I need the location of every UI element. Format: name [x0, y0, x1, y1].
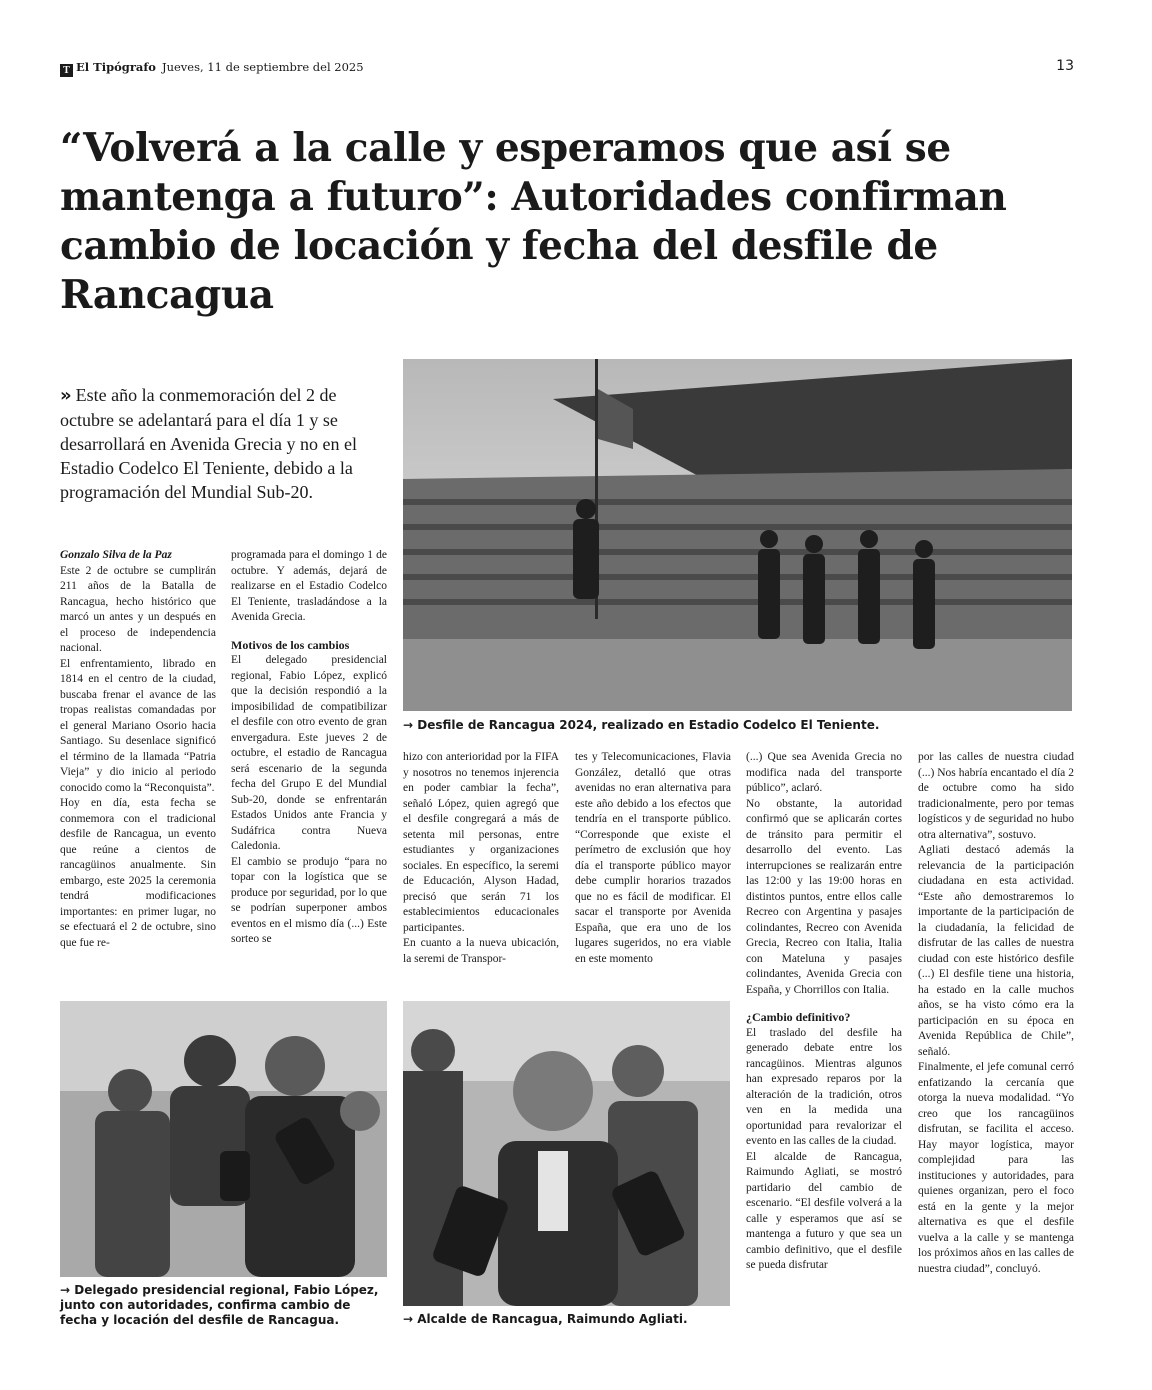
alcalde-press-photo — [403, 1001, 730, 1306]
lede-text: Este año la conmemoración del 2 de octubre se adelantará para el día 1 y se desarrollará en Avenida Grecia y no en el Estadio Codelco El Teniente, debido a la programación del Mundial Sub-20. — [60, 385, 358, 502]
paragraph: Finalmente, el jefe comunal cerró enfatizando la cercanía que otorga la nueva modalidad. “Yo creo que los rancagüinos disfrutan, se facilita el acceso. Hay mayor logística, mayor complejidad para las instituciones y autoridades, para quienes organizan, pero el foco está en la gente y la mejor alternativa es que el desfile vuelva a la calle y se mantenga los próximos años en las calles de nuestra ciudad”, concluyó. — [918, 1061, 1074, 1275]
subheading-cambio-definitivo: ¿Cambio definitivo? — [746, 1010, 851, 1024]
body-column-2 — [231, 548, 387, 948]
caption-alcalde: → Alcalde de Rancagua, Raimundo Agliati. — [403, 1312, 688, 1326]
subheading-motivos: Motivos de los cambios — [231, 637, 350, 652]
paragraph: No obstante, la autoridad confirmó que se aplicarán cortes de tránsito para permitir el desarrollo del evento. Las interrupciones se realizarán entre las 12:00 y las 19:00 horas en distintos puntos, entre ellos calle Recreo con Argentina y pasajes colindantes, Recreo con Avenida Grecia, Recreo con Italia, Italia con Mateluna y pasajes colindantes, Avenida Grecia con España, y Chorrillos con Italia. — [746, 797, 902, 996]
newspaper-logo-icon: T — [60, 64, 73, 77]
arrow-right-icon: → — [403, 718, 414, 732]
newspaper-name: El Tipógrafo — [76, 60, 156, 74]
paragraph: por las calles de nuestra ciudad (...) Nos habría encantado el día 2 de octubre como ha sido tradicionalmente, pero por temas logísticos y de seguridad no hubo otra alternativa”, sostuvo. — [918, 751, 1074, 841]
body-column-5 — [746, 750, 902, 1274]
delegado-press-photo — [60, 1001, 387, 1277]
arrow-right-icon: → — [403, 1312, 414, 1326]
body-column-4 — [575, 750, 731, 967]
arrow-right-icon: → — [60, 1283, 71, 1297]
paragraph: Este 2 de octubre se cumplirán 211 años de la Batalla de Rancagua, hecho histórico que marcó un antes y un después en el proceso de independencia nacional. — [60, 564, 216, 654]
stadium-parade-photo — [403, 359, 1072, 711]
caption-delegado: → Delegado presidencial regional, Fabio López, junto con autoridades, confirma cambio de fecha y locación del desfile de Rancagua. — [60, 1283, 379, 1327]
paragraph: Agliati destacó además la relevancia de la participación ciudadana en esta actividad. “Este año demostraremos lo importante de la participación de la ciudadanía, la felicidad de disfrutar de las calles de nuestra ciudad con este histórico desfile (...) El desfile tiene una historia, ha estado en la calle muchos años, se ha visto cómo era la participación en su época en Avenida República de Chile”, señaló. — [918, 844, 1074, 1058]
paragraph: El alcalde de Rancagua, Raimundo Agliati, se mostró partidario del cambio de escenario. “El desfile volverá a la calle y esperamos que así se mantenga a futuro y que sea un cambio definitivo, que el desfile se pueda disfrutar — [746, 1150, 902, 1271]
headline: “Volverá a la calle y esperamos que así se mantenga a futuro”: Autoridades confirman cambio de locación y fecha del desfile de Rancagua — [60, 125, 1007, 318]
body-column-1 — [60, 548, 216, 951]
chevron-marker-icon: » — [60, 385, 72, 406]
body-column-3 — [403, 750, 559, 967]
issue-date: Jueves, 11 de septiembre del 2025 — [161, 60, 364, 74]
masthead — [60, 60, 1080, 80]
paragraph: En cuanto a la nueva ubicación, la seremi de Transpor- — [403, 937, 559, 965]
paragraph: El delegado presidencial regional, Fabio López, explicó que la decisión respondió a la imposibilidad de compatibilizar el desfile con otro evento de gran envergadura. Este jueves 2 de octubre, el estadio de Rancagua será escenario de la segunda fecha del Grupo E del Mundial Sub-20, donde se enfrentarán Estados Unidos ante Francia y Sudáfrica contra Nueva Caledonia. — [231, 654, 387, 852]
body-column-6 — [918, 750, 1074, 1277]
paragraph: El enfrentamiento, librado en 1814 en el centro de la ciudad, buscaba frenar el avance de las tropas realistas comandadas por el general Mariano Osorio hacia Santiago. Su desenlace significó el término de la llamada “Patria Vieja” y dio inicio al periodo conocido como la “Reconquista”. — [60, 657, 216, 794]
paragraph: Hoy en día, esta fecha se conmemora con el tradicional desfile de Rancagua, un evento que reúne a cientos de rancagüinos anualmente. Sin embargo, este 2025 la ceremonia tendrá modificaciones importantes: en primer lugar, no se efectuará el 2 de octubre, sino que fue re- — [60, 797, 216, 949]
page-number: 13 — [1056, 58, 1074, 74]
paragraph: programada para el domingo 1 de octubre. Y además, dejará de realizarse en el Estadio Codelco El Teniente, trasladándose a la Avenida Grecia. — [231, 549, 387, 623]
caption-stadium: → Desfile de Rancagua 2024, realizado en Estadio Codelco El Teniente. — [403, 718, 880, 732]
paragraph: hizo con anterioridad por la FIFA y nosotros no tenemos injerencia en poder cambiar la fecha”, señaló López, quien agregó que el desfile congregará a más de setenta mil personas, entre estudiantes y organizaciones sociales. En específico, la seremi de Educación, Alyson Hadad, precisó que serán 71 los establecimientos educacionales participantes. — [403, 751, 559, 934]
byline: Gonzalo Silva de la Paz — [60, 549, 172, 561]
lede — [60, 383, 380, 504]
paragraph: El cambio se produjo “para no topar con la logística que se produce por seguridad, por lo que se podrían superponer ambos eventos en el mismo día (...) Este sorteo se — [231, 855, 387, 945]
paragraph: El traslado del desfile ha generado debate entre los rancagüinos. Mientras algunos han expresado reparos por la alteración de la tradición, otros ven en la medida una oportunidad para revalorizar el evento en las calles de la ciudad. — [746, 1026, 902, 1147]
paragraph: tes y Telecomunicaciones, Flavia González, detalló que otras avenidas no eran alternativa para este año debido a los efectos que tendría en el transporte público. “Corresponde que existe el perímetro de exclusión que hoy día el transporte público mayor debe cumplir horarios trazados que no es fácil de modificar. El sacar el transporte por Avenida España, que era uno de los lugares sugeridos, no era viable en este momento — [575, 751, 731, 965]
paragraph: (...) Que sea Avenida Grecia no modifica nada del transporte público”, aclaró. — [746, 751, 902, 794]
